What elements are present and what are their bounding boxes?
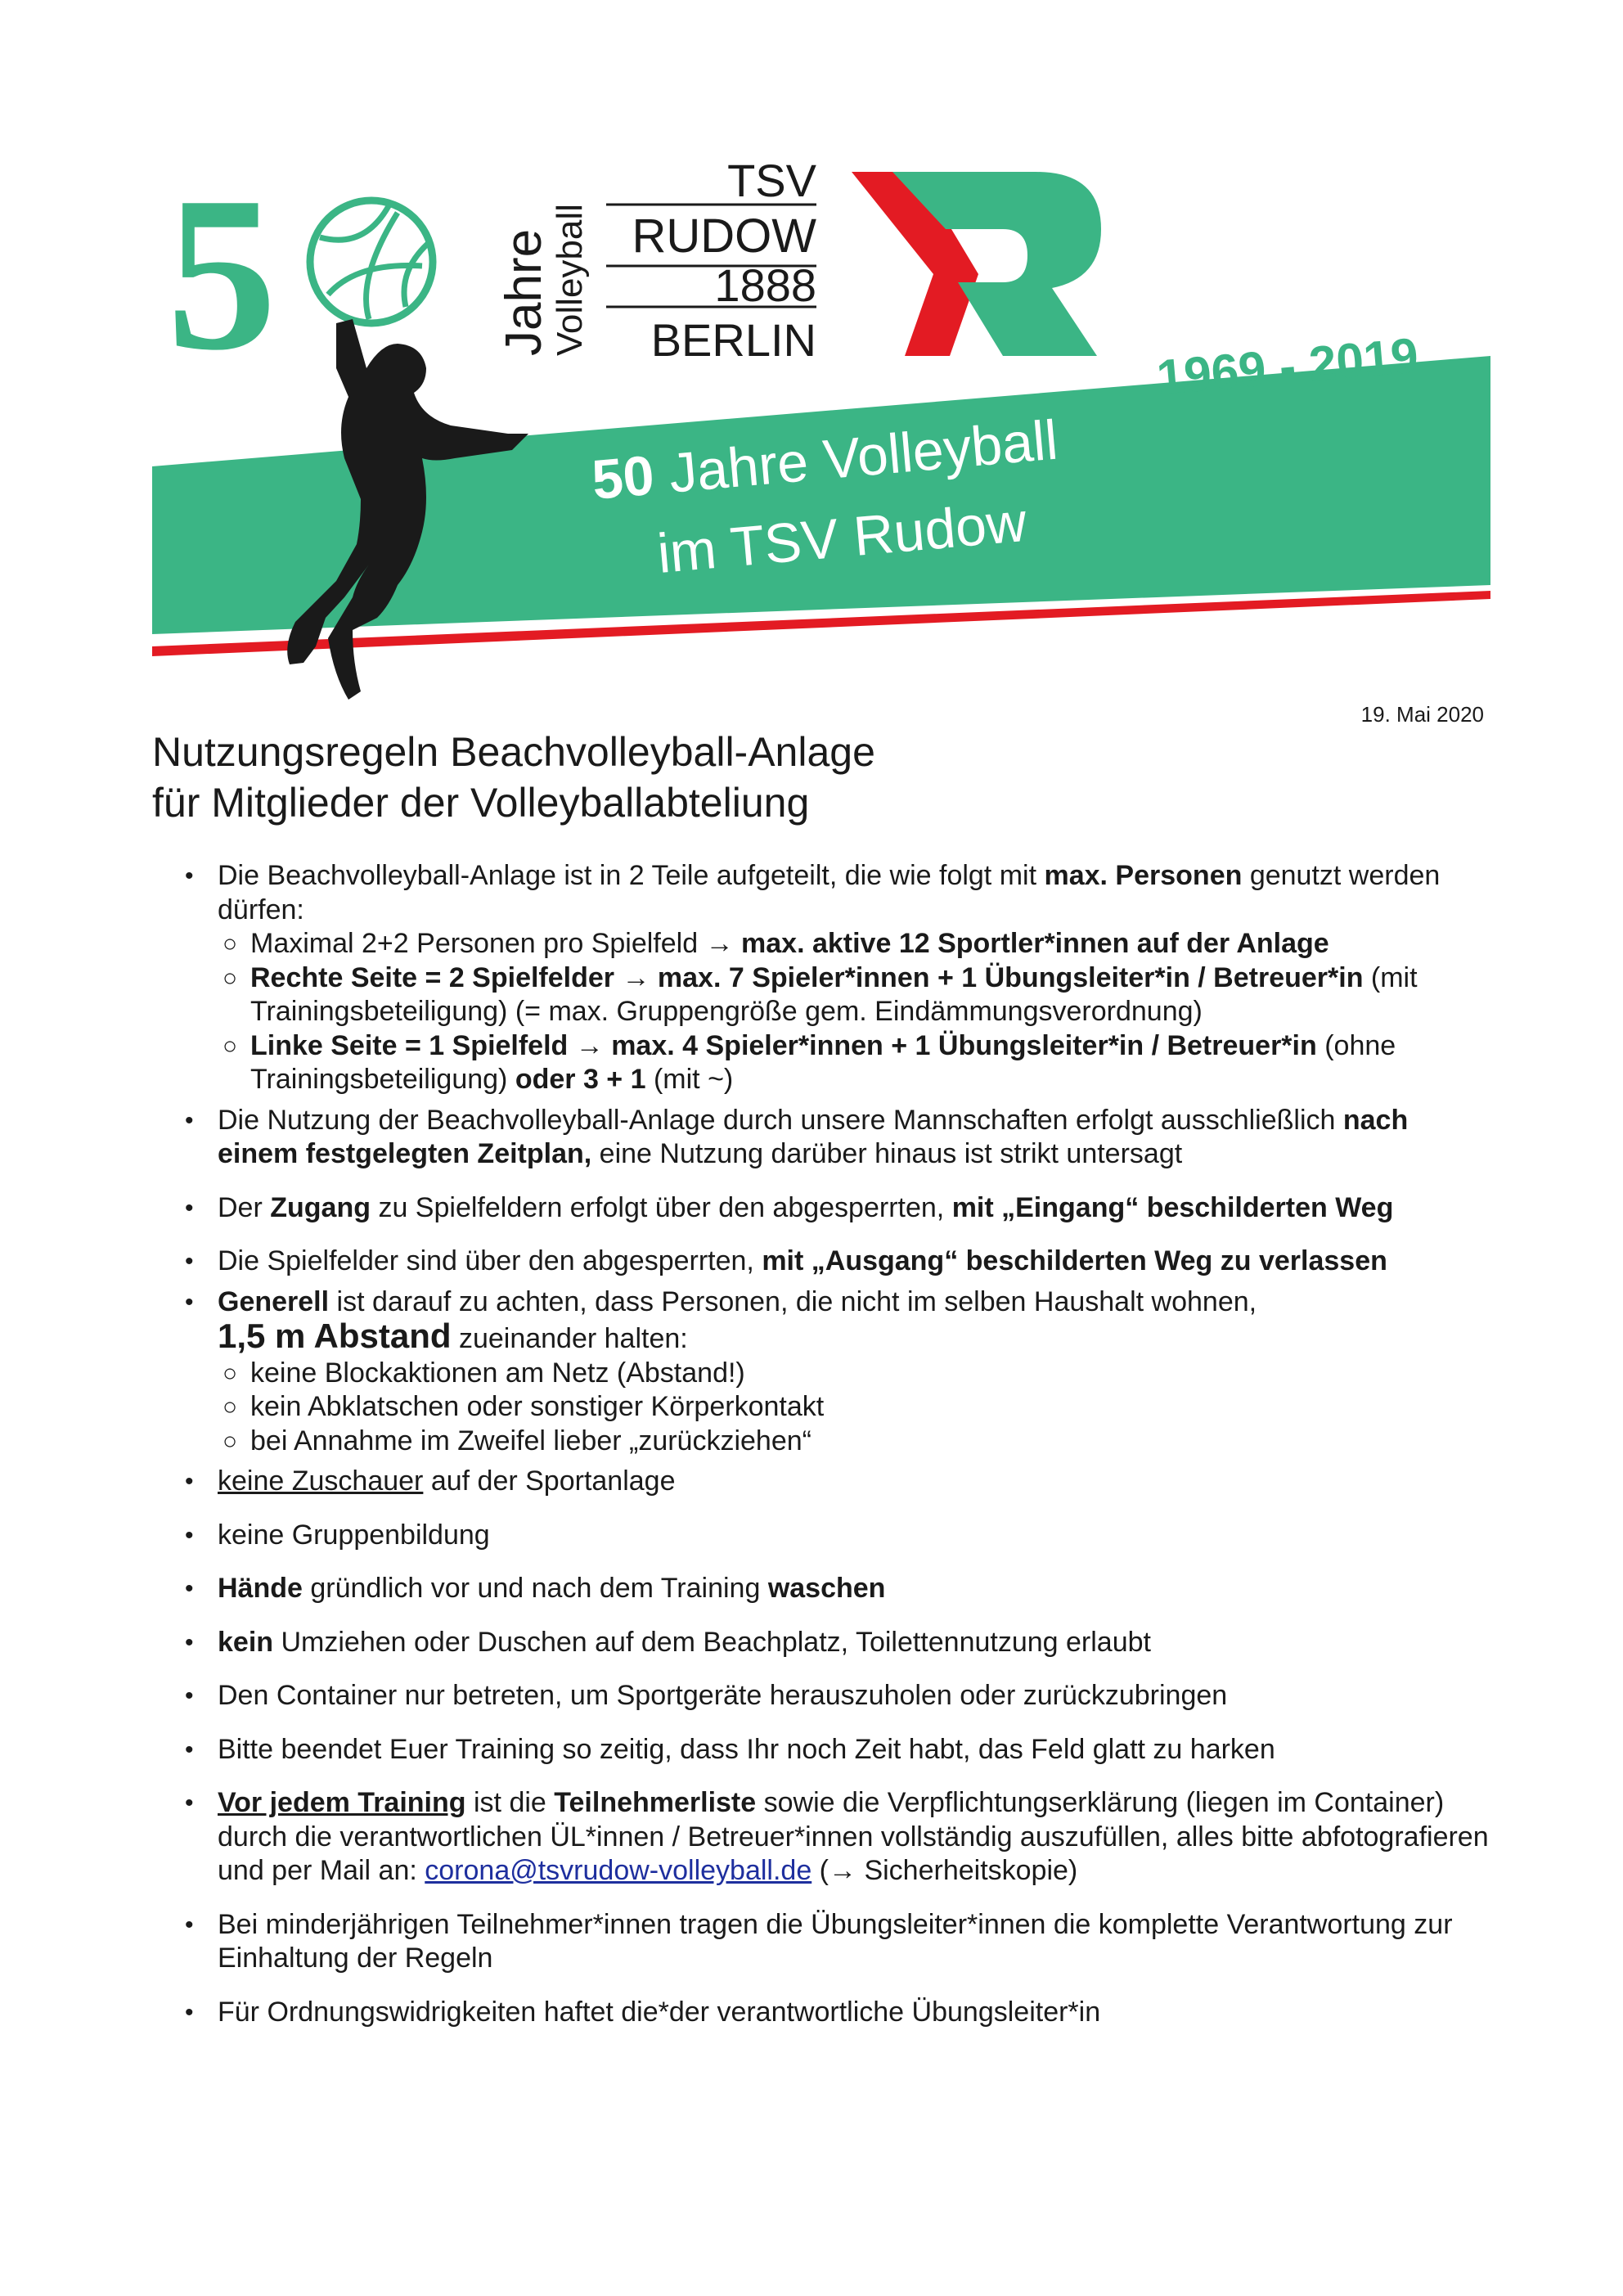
list-item: • Den Container nur betreten, um Sportgeräte herauszuholen oder zurückzubringen xyxy=(185,1680,1228,1711)
club-city: BERLIN xyxy=(650,314,816,366)
sub-list-item: ○ Rechte Seite = 2 Spielfelder → max. 7 Spieler*innen + 1 Übungsleiter*in / Betreuer*in (mit Trainingsbeteiligung) (= max. Gruppengröße gem. Eindämmungsverordnung) xyxy=(223,961,1418,1027)
rules-list xyxy=(152,859,1494,2029)
list-item: • Bitte beendet Euer Training so zeitig, dass Ihr noch Zeit habt, das Feld glatt zu harken xyxy=(185,1733,1275,1765)
anniversary-banner xyxy=(152,74,1490,700)
title-line-2: für Mitglieder der Volleyballabteliung xyxy=(152,780,810,826)
list-item: • Hände gründlich vor und nach dem Training waschen xyxy=(185,1573,886,1604)
volleyball-icon xyxy=(310,200,433,323)
club-year: 1888 xyxy=(714,259,816,311)
sub-list-item: ○ Maximal 2+2 Personen pro Spielfeld → max. aktive 12 Sportler*innen auf der Anlage xyxy=(223,928,1329,959)
club-logo-icon xyxy=(852,172,1101,356)
sub-list-item: ○ Linke Seite = 1 Spielfeld → max. 4 Spieler*innen + 1 Übungsleiter*in / Betreuer*in (ohne Trainingsbeteiligung) oder 3 + 1 (mit ~) xyxy=(223,1029,1396,1095)
list-item: • Der Zugang zu Spielfeldern erfolgt über den abgesperrten, mit „Eingang“ beschilderten Weg xyxy=(185,1191,1394,1223)
club-tsv: TSV xyxy=(727,155,816,206)
email-link[interactable]: corona@tsvrudow-volleyball.de xyxy=(425,1855,812,1886)
list-item: • keine Zuschauer auf der Sportanlage xyxy=(185,1465,676,1497)
list-item: • kein Umziehen oder Duschen auf dem Beachplatz, Toilettennutzung erlaubt xyxy=(185,1626,1151,1658)
banner-years: 1969 - 2019 xyxy=(1154,327,1421,405)
stripe-line1: 50 Jahre Volleyball xyxy=(589,408,1060,511)
logo-jahre: Jahre xyxy=(496,228,552,356)
list-item: • Die Nutzung der Beachvolleyball-Anlage durch unsere Mannschaften erfolgt ausschließlich nach einem festgelegten Zeitplan, eine Nutzung darüber hinaus ist strikt untersagt xyxy=(185,1104,1409,1169)
club-rudow: RUDOW xyxy=(632,209,816,263)
list-item: • keine Gruppenbildung xyxy=(185,1519,490,1551)
list-item: • Die Beachvolleyball-Anlage ist in 2 Teile aufgeteilt, die wie folgt mit max. Personen genutzt werden dürfen: xyxy=(185,860,1441,925)
list-item: • Vor jedem Training ist die Teilnehmerliste sowie die Verpflichtungserklärung (liegen im Container) durch die verantwortlichen ÜL*innen / Betreuer*innen vollständig auszufüllen, alles bitte abfotografieren und per Mail an: corona@tsvrudow-volleyball.de (→ Sicherheitskopie) xyxy=(185,1787,1489,1886)
page-title xyxy=(152,727,875,828)
document-date: 19. Mai 2020 xyxy=(1360,702,1484,727)
stripe-line2: im TSV Rudow xyxy=(654,490,1029,585)
list-item: • Die Spielfelder sind über den abgesperrten, mit „Ausgang“ beschilderten Weg zu verlassen xyxy=(185,1245,1387,1276)
logo-number: 5 xyxy=(166,151,277,396)
title-line-1: Nutzungsregeln Beachvolleyball-Anlage xyxy=(152,729,875,775)
logo-volleyball: Volleyball xyxy=(550,204,590,356)
sub-list-item: ○ keine Blockaktionen am Netz (Abstand!) xyxy=(223,1357,745,1389)
list-item: • Generell ist darauf zu achten, dass Personen, die nicht im selben Haushalt wohnen, 1,5 m Abstand zueinander halten: xyxy=(185,1285,1257,1355)
list-item: • Bei minderjährigen Teilnehmer*innen tragen die Übungsleiter*innen die komplette Verantwortung zur Einhaltung der Regeln xyxy=(185,1908,1453,1974)
sub-list-item: ○ kein Abklatschen oder sonstiger Körperkontakt xyxy=(223,1391,825,1422)
sub-list-item: ○ bei Annahme im Zweifel lieber „zurückziehen“ xyxy=(223,1425,812,1456)
list-item: • Für Ordnungswidrigkeiten haftet die*der verantwortliche Übungsleiter*in xyxy=(185,1996,1101,2028)
banner-graphic xyxy=(152,74,1490,700)
